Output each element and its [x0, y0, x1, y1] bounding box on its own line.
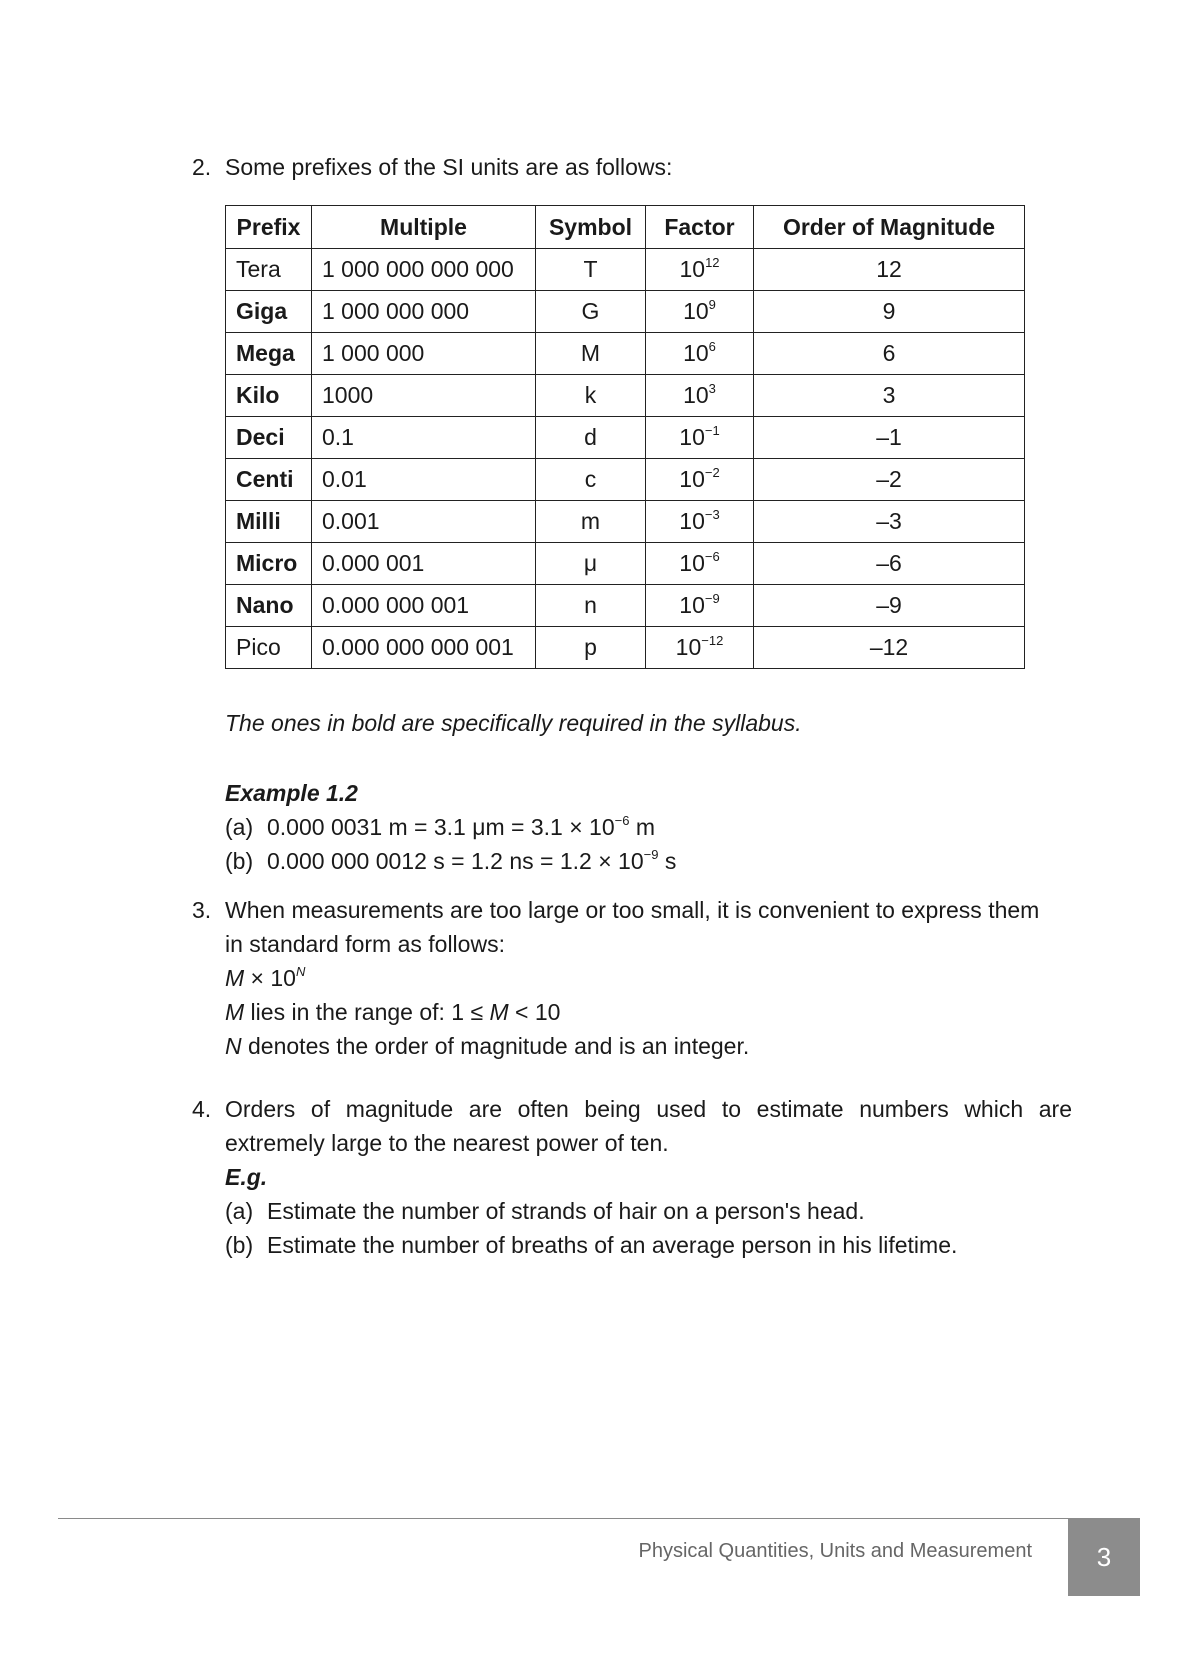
cell-symbol: n: [536, 585, 646, 627]
mantissa-range: M lies in the range of: 1 ≤ M < 10: [225, 999, 561, 1025]
item-number: 4.: [192, 1096, 212, 1122]
cell-multiple: 0.000 000 000 001: [312, 627, 536, 669]
cell-multiple: 0.000 001: [312, 543, 536, 585]
table-row: [226, 627, 1025, 669]
cell-factor: $10^{-12}$: [646, 627, 754, 669]
eg-label: E.g.: [225, 1164, 268, 1190]
example-block: [225, 776, 676, 878]
cell-prefix: Milli: [226, 501, 312, 543]
cell-multiple: 1 000 000: [312, 333, 536, 375]
cell-multiple: 0.1: [312, 417, 536, 459]
header-factor: Factor: [646, 206, 754, 249]
cell-order: –3: [754, 501, 1025, 543]
cell-multiple: 0.000 000 001: [312, 585, 536, 627]
table-row: [226, 501, 1025, 543]
cell-factor: $10^6$: [646, 333, 754, 375]
table-row: [226, 249, 1025, 291]
cell-prefix: Nano: [226, 585, 312, 627]
cell-factor: $10^{-6}$: [646, 543, 754, 585]
example-line-b: (b) 0.000 000 0012 s = 1.2 ns = $1.2 \times 10^{-9}$ s: [225, 847, 677, 874]
table-row: [226, 543, 1025, 585]
cell-symbol: m: [536, 501, 646, 543]
item-3-line-1: When measurements are too large or too small, it is convenient to express them: [225, 897, 1040, 923]
cell-factor: $10^{-2}$: [646, 459, 754, 501]
table-header-row: [226, 206, 1025, 249]
cell-symbol: c: [536, 459, 646, 501]
table-row: [226, 459, 1025, 501]
example-line-a: (a) 0.000 0031 m = 3.1 $\mu m = 3.1 \times 10^{-6}$ m: [225, 813, 656, 840]
cell-factor: $10^{-9}$: [646, 585, 754, 627]
item-number: 3.: [192, 897, 212, 923]
eg-item-b: (b) Estimate the number of breaths of an average person in his lifetime.: [225, 1232, 958, 1258]
cell-prefix: Tera: [226, 249, 312, 291]
cell-symbol: k: [536, 375, 646, 417]
cell-factor: $10^{12}$: [646, 249, 754, 291]
cell-order: –1: [754, 417, 1025, 459]
cell-multiple: 0.001: [312, 501, 536, 543]
item-4-text: Orders of magnitude are often being used to estimate numbers which are extremely large to the nearest power of ten.: [225, 1096, 1072, 1156]
cell-order: –9: [754, 585, 1025, 627]
cell-prefix: Giga: [226, 291, 312, 333]
header-prefix: Prefix: [226, 206, 312, 249]
list-item-4: [192, 1092, 1072, 1262]
si-prefix-table: [225, 205, 1025, 669]
table-row: [226, 375, 1025, 417]
cell-order: –6: [754, 543, 1025, 585]
cell-order: 6: [754, 333, 1025, 375]
cell-prefix: Micro: [226, 543, 312, 585]
example-title: Example 1.2: [225, 780, 358, 806]
table-row: [226, 417, 1025, 459]
cell-multiple: 1 000 000 000: [312, 291, 536, 333]
item-3-line-2: in standard form as follows:: [225, 931, 505, 957]
table-note: The ones in bold are specifically required in the syllabus.: [225, 710, 802, 736]
cell-symbol: μ: [536, 543, 646, 585]
cell-order: 12: [754, 249, 1025, 291]
header-multiple: Multiple: [312, 206, 536, 249]
page-number: 3: [1068, 1518, 1140, 1596]
cell-prefix: Kilo: [226, 375, 312, 417]
cell-symbol: d: [536, 417, 646, 459]
footer-divider: [58, 1518, 1068, 1519]
cell-prefix: Deci: [226, 417, 312, 459]
table-row: [226, 291, 1025, 333]
table-row: [226, 333, 1025, 375]
table-row: [226, 585, 1025, 627]
cell-multiple: 1000: [312, 375, 536, 417]
cell-prefix: Mega: [226, 333, 312, 375]
cell-multiple: 1 000 000 000 000: [312, 249, 536, 291]
cell-factor: $10^3$: [646, 375, 754, 417]
cell-symbol: p: [536, 627, 646, 669]
item-number: 2.: [192, 154, 212, 180]
header-order: Order of Magnitude: [754, 206, 1025, 249]
cell-factor: $10^9$: [646, 291, 754, 333]
list-item-3: [192, 893, 1072, 1063]
cell-prefix: Pico: [226, 627, 312, 669]
cell-factor: $10^{-1}$: [646, 417, 754, 459]
header-symbol: Symbol: [536, 206, 646, 249]
cell-order: 9: [754, 291, 1025, 333]
cell-order: –2: [754, 459, 1025, 501]
cell-order: –12: [754, 627, 1025, 669]
cell-prefix: Centi: [226, 459, 312, 501]
cell-multiple: 0.01: [312, 459, 536, 501]
list-item-2: [192, 150, 1072, 184]
standard-form-formula: $M \times 10^N$: [225, 964, 306, 991]
order-description: N denotes the order of magnitude and is an integer.: [225, 1033, 750, 1059]
item-2-intro: Some prefixes of the SI units are as follows:: [225, 154, 673, 180]
cell-symbol: G: [536, 291, 646, 333]
cell-order: 3: [754, 375, 1025, 417]
cell-symbol: T: [536, 249, 646, 291]
cell-factor: $10^{-3}$: [646, 501, 754, 543]
footer-chapter-title: Physical Quantities, Units and Measurement: [638, 1540, 1032, 1562]
eg-item-a: (a) Estimate the number of strands of hair on a person's head.: [225, 1198, 865, 1224]
cell-symbol: M: [536, 333, 646, 375]
